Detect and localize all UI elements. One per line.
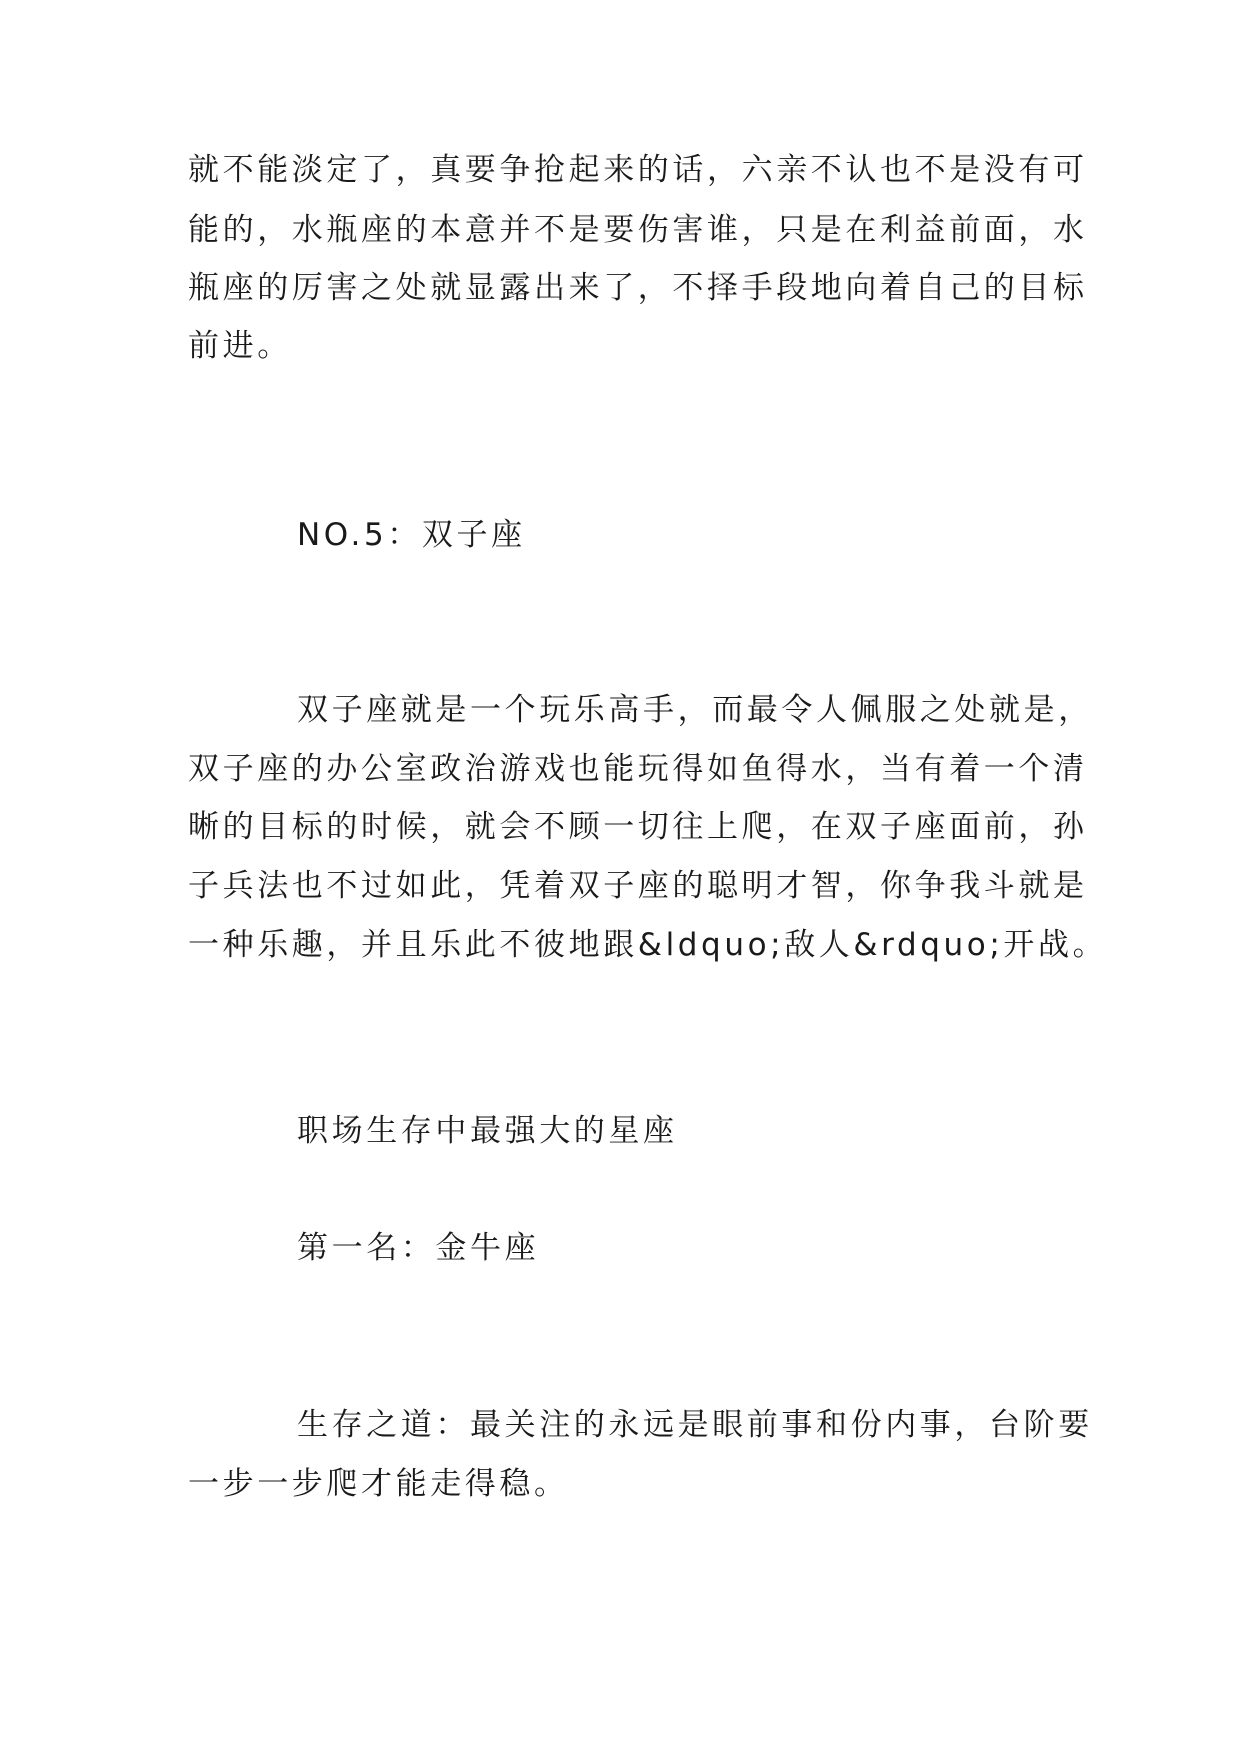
paragraph-1-line-3: 瓶座的厉害之处就显露出来了，不择手段地向着自己的目标 [188, 270, 1088, 306]
paragraph-3-line-2: 一步一步爬才能走得稳。 [188, 1466, 569, 1502]
paragraph-2-line-1: 双子座就是一个玩乐高手，而最令人佩服之处就是， [297, 692, 1093, 728]
heading-rank1: 第一名：金牛座 [297, 1230, 540, 1266]
paragraph-2-line-5: 一种乐趣，并且乐此不彼地跟&ldquo;敌人&rdquo;开战。 [188, 927, 1108, 963]
paragraph-2-line-3: 晰的目标的时候，就会不顾一切往上爬，在双子座面前，孙 [188, 809, 1088, 845]
paragraph-1-line-1: 就不能淡定了，真要争抢起来的话，六亲不认也不是没有可 [188, 152, 1088, 188]
paragraph-3-line-1: 生存之道：最关注的永远是眼前事和份内事，台阶要 [297, 1407, 1093, 1443]
paragraph-2-line-2: 双子座的办公室政治游戏也能玩得如鱼得水，当有着一个清 [188, 751, 1088, 787]
heading-section: 职场生存中最强大的星座 [297, 1113, 678, 1149]
heading-no5: NO.5：双子座 [297, 517, 526, 553]
paragraph-1-line-2: 能的，水瓶座的本意并不是要伤害谁，只是在利益前面，水 [188, 212, 1088, 248]
paragraph-2-line-4: 子兵法也不过如此，凭着双子座的聪明才智，你争我斗就是 [188, 868, 1088, 904]
paragraph-1-line-4: 前进。 [188, 328, 292, 364]
